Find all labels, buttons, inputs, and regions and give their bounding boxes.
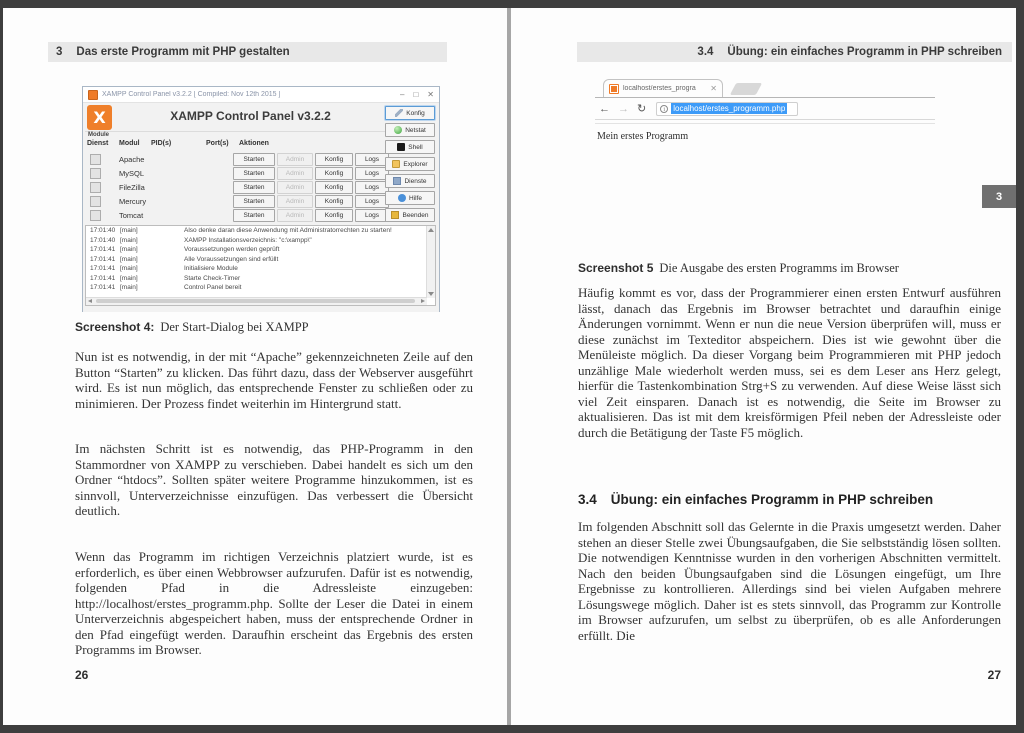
help-icon bbox=[398, 194, 406, 202]
browser-tab-strip bbox=[595, 78, 935, 98]
logs-button: Logs bbox=[355, 153, 389, 166]
folder-icon bbox=[392, 160, 400, 168]
log-tag: [main] bbox=[120, 274, 138, 282]
netstat-icon bbox=[394, 126, 402, 134]
module-name: Mercury bbox=[119, 197, 147, 206]
log-message: Also denke daran diese Anwendung mit Administratorrechten zu starten! bbox=[184, 227, 392, 234]
module-row-mercury bbox=[83, 195, 391, 208]
log-tag: [main] bbox=[120, 227, 138, 234]
caption-text: Die Ausgabe des ersten Programms im Browser bbox=[659, 261, 899, 275]
figure-caption bbox=[75, 320, 473, 335]
scroll-right-icon bbox=[421, 299, 425, 303]
logs-button: Logs bbox=[355, 209, 389, 222]
explorer-button bbox=[385, 157, 435, 171]
col-pid: PID(s) bbox=[151, 140, 172, 147]
xampp-logo: X bbox=[87, 105, 112, 130]
log-tag: [main] bbox=[120, 246, 138, 253]
xampp-window-title: XAMPP Control Panel v3.2.2 [ Compiled: Nov 12th 2015 ] bbox=[102, 91, 281, 98]
log-line bbox=[86, 245, 435, 255]
chapter-thumb-tab: 3 bbox=[982, 185, 1016, 208]
col-aktionen: Aktionen bbox=[239, 140, 269, 147]
shell-button bbox=[385, 140, 435, 154]
scan-edge-left bbox=[0, 0, 3, 733]
xampp-window-screenshot bbox=[82, 86, 440, 312]
scrollbar-thumb bbox=[96, 299, 415, 303]
section-heading bbox=[578, 492, 1001, 507]
konfig-button: Konfig bbox=[315, 167, 353, 180]
section-title: Übung: ein einfaches Programm in PHP schreiben bbox=[727, 46, 1002, 58]
section-number: 3.4 bbox=[697, 46, 714, 58]
netstat-button bbox=[385, 123, 435, 137]
admin-button: Admin bbox=[277, 209, 313, 222]
col-port: Port(s) bbox=[206, 140, 229, 147]
page-number-right: 27 bbox=[987, 668, 1001, 682]
module-name: Tomcat bbox=[119, 211, 144, 220]
starten-button: Starten bbox=[233, 195, 275, 208]
log-time: 17:01:41 bbox=[90, 284, 116, 291]
caption-text: Der Start-Dialog bei XAMPP bbox=[160, 320, 309, 334]
log-message: XAMPP Installationsverzeichnis: "c:\xampp\" bbox=[184, 236, 312, 244]
caption-label: Screenshot 4: bbox=[75, 320, 155, 334]
side-button-label: Shell bbox=[408, 143, 423, 151]
log-message: Alle Voraussetzungen sind erfüllt bbox=[184, 255, 279, 263]
log-line bbox=[86, 283, 435, 293]
logs-button: Logs bbox=[355, 167, 389, 180]
logs-button: Logs bbox=[355, 181, 389, 194]
close-icon: ✕ bbox=[427, 90, 434, 99]
xampp-app-icon bbox=[88, 90, 98, 100]
module-row-filezilla bbox=[83, 181, 391, 194]
section-heading-number: 3.4 bbox=[578, 492, 597, 507]
admin-button: Admin bbox=[277, 181, 313, 194]
beenden-button bbox=[385, 208, 435, 222]
log-line bbox=[86, 274, 435, 284]
divider bbox=[85, 131, 388, 132]
log-line bbox=[86, 226, 435, 236]
module-row-apache bbox=[83, 153, 391, 166]
log-tag: [main] bbox=[120, 284, 138, 291]
konfig-button: Konfig bbox=[315, 153, 353, 166]
col-dienst: Dienst bbox=[87, 140, 109, 147]
scroll-up-icon bbox=[428, 228, 434, 232]
running-head-left bbox=[48, 42, 447, 62]
quit-icon bbox=[391, 211, 399, 219]
paragraph: Häufig kommt es vor, dass der Programmierer einen ersten Entwurf ausführen lässt, danach das Ergebnis im Browser betrachtet und daraufhin einige Änderungen vornimmt. Wenn er nun die neue Version überprüfen will, muss er diese zunächst im Texteditor abspeichern. Dies ist wie gewohnt über die Menüleiste möglich. Da dieser Vorgang beim Programmieren mit PHP jedoch unzählige Male wiederholt werden muss, sei es dem Leser ans Herz gelegt, hierfür die Tastenkombination Strg+S zu verwenden. Auf diese Weise lässt sich viel Zeit einsparen. Danach ist es notwendig, die Seite im Browser zu aktualisieren. Das ist mit dem kreisförmigen Pfeil neben der Adressleiste oder durch die Betätigung der Taste F5 möglich. bbox=[578, 285, 1001, 440]
starten-button: Starten bbox=[233, 153, 275, 166]
module-row-mysql bbox=[83, 167, 391, 180]
caption-label: Screenshot 5 bbox=[578, 261, 654, 275]
service-checkbox bbox=[90, 182, 101, 193]
konfig-button: Konfig bbox=[315, 209, 353, 222]
scroll-left-icon bbox=[88, 299, 92, 303]
reload-icon: ↻ bbox=[637, 103, 647, 115]
log-tag: [main] bbox=[120, 236, 138, 244]
scan-edge-top bbox=[0, 0, 1024, 8]
paragraph: Im folgenden Abschnitt soll das Gelernte in die Praxis umgesetzt werden. Daher stehen an dieser Stelle zwei Übungsaufgaben, die Sie selbstständig lösen sollten. Die notwendigen Kenntnisse wurden in den vorherigen Abschnitten vermittelt. Nach den beiden Übungsaufgaben sind die Lösungen eingefügt, um Ihre Ergebnisse zu kontrollieren. Allerdings sind bei vielen Aufgaben mehrere Lösungswege möglich. Daher ist es stets sinnvoll, das Programm zur Kontrolle im Browser aufzurufen, um selbst zu überprüfen, ob es alle Anforderungen erfüllt. Die bbox=[578, 519, 1001, 643]
horizontal-scrollbar bbox=[86, 297, 427, 305]
log-time: 17:01:41 bbox=[90, 255, 116, 263]
xampp-heading: XAMPP Control Panel v3.2.2 bbox=[170, 109, 331, 123]
side-button-label: Konfig bbox=[406, 109, 425, 117]
admin-button: Admin bbox=[277, 153, 313, 166]
konfig-main-button bbox=[385, 106, 435, 120]
figure-caption bbox=[578, 261, 1002, 276]
maximize-icon: □ bbox=[413, 90, 419, 99]
browser-toolbar bbox=[595, 98, 935, 120]
scroll-down-icon bbox=[428, 292, 434, 296]
admin-button: Admin bbox=[277, 167, 313, 180]
module-name: FileZilla bbox=[119, 183, 145, 192]
minimize-icon: – bbox=[400, 90, 405, 99]
info-icon: i bbox=[660, 105, 668, 113]
starten-button: Starten bbox=[233, 181, 275, 194]
favicon-icon bbox=[609, 84, 619, 94]
wrench-icon bbox=[395, 109, 403, 117]
vertical-scrollbar bbox=[426, 226, 435, 298]
toolbar-divider bbox=[595, 120, 935, 124]
running-head-right bbox=[577, 42, 1012, 62]
paragraph: Nun ist es notwendig, in der mit “Apache” gekennzeichneten Zeile auf den Button “Starten” zu klicken. Das führt dazu, dass der Webserver ausgeführt wird. Es ist nun möglich, das entsprechende Fenster zu schließen oder zu minimieren. Der Prozess findet weiterhin im Hintergrund statt. bbox=[75, 349, 473, 411]
tab-title: localhost/erstes_progra bbox=[623, 85, 696, 92]
page-gutter bbox=[507, 8, 511, 725]
browser-page-text: Mein erstes Programm bbox=[597, 131, 689, 142]
side-button-label: Hilfe bbox=[408, 194, 422, 202]
page-number-left: 26 bbox=[75, 668, 89, 682]
module-name: MySQL bbox=[119, 169, 145, 178]
starten-button: Starten bbox=[233, 209, 275, 222]
service-checkbox bbox=[90, 154, 101, 165]
service-checkbox bbox=[90, 196, 101, 207]
log-message: Initialisiere Module bbox=[184, 265, 238, 272]
scan-edge-bottom bbox=[0, 725, 1024, 733]
dienste-button bbox=[385, 174, 435, 188]
log-line bbox=[86, 236, 435, 246]
forward-icon: → bbox=[618, 102, 629, 115]
starten-button: Starten bbox=[233, 167, 275, 180]
konfig-button: Konfig bbox=[315, 195, 353, 208]
chapter-number: 3 bbox=[56, 46, 63, 58]
tab-close-icon: ✕ bbox=[710, 84, 717, 93]
module-row-tomcat bbox=[83, 209, 391, 222]
module-name: Apache bbox=[119, 155, 145, 164]
log-time: 17:01:41 bbox=[90, 265, 116, 272]
side-button-label: Dienste bbox=[404, 177, 427, 185]
log-tag: [main] bbox=[120, 265, 138, 272]
side-button-label: Netstat bbox=[405, 126, 426, 134]
url-text-selected: localhost/erstes_programm.php bbox=[673, 104, 786, 113]
log-message: Starte Check-Timer bbox=[184, 274, 241, 282]
address-bar bbox=[656, 102, 798, 116]
admin-button: Admin bbox=[277, 195, 313, 208]
xampp-titlebar bbox=[83, 87, 439, 103]
browser-screenshot bbox=[595, 78, 935, 142]
service-checkbox bbox=[90, 210, 101, 221]
paragraph: Wenn das Programm im richtigen Verzeichnis platziert wurde, ist es erforderlich, es über einen Webbrowser aufzurufen. Dafür ist es notwendig, folgenden Pfad in die Adressleiste einzugeben: http://localhost/erstes_programm.php. Sollte der Leser die Datei in einem Unterverzeichnis abgespeichert haben, muss der entsprechende Ordner in den Pfad eingefügt werden. Daraufhin erscheint das Ergebnis des ersten Programms im Browser. bbox=[75, 549, 473, 657]
log-line bbox=[86, 264, 435, 274]
log-message: Voraussetzungen werden geprüft bbox=[184, 246, 280, 253]
service-checkbox bbox=[90, 168, 101, 179]
services-icon bbox=[393, 177, 401, 185]
hilfe-button bbox=[385, 191, 435, 205]
log-time: 17:01:41 bbox=[90, 274, 116, 282]
new-tab-button bbox=[730, 83, 762, 95]
log-time: 17:01:41 bbox=[90, 246, 116, 253]
module-col-top-label: Module bbox=[88, 132, 109, 138]
chapter-title: Das erste Programm mit PHP gestalten bbox=[76, 46, 290, 58]
logs-button: Logs bbox=[355, 195, 389, 208]
back-icon: ← bbox=[599, 102, 610, 115]
log-message: Control Panel bereit bbox=[184, 284, 242, 291]
log-time: 17:01:40 bbox=[90, 227, 116, 234]
xampp-log-panel bbox=[85, 225, 436, 306]
scan-edge-right bbox=[1016, 0, 1024, 733]
col-modul: Modul bbox=[119, 140, 140, 147]
shell-icon bbox=[397, 143, 405, 151]
section-heading-title: Übung: ein einfaches Programm in PHP schreiben bbox=[610, 492, 934, 507]
log-line bbox=[86, 255, 435, 265]
browser-tab bbox=[603, 79, 723, 97]
konfig-button: Konfig bbox=[315, 181, 353, 194]
side-button-label: Explorer bbox=[403, 160, 428, 168]
paragraph: Im nächsten Schritt ist es notwendig, das PHP-Programm in den Stammordner von XAMPP zu verschieben. Dabei handelt es sich um den Ordner “htdocs”. Sollten später weitere Programme hinzukommen, ist es sinnvoll, Unterverzeichnisse einzufügen. Das verbessert die Übersicht deutlich. bbox=[75, 441, 473, 518]
log-time: 17:01:40 bbox=[90, 236, 116, 244]
xampp-body bbox=[83, 103, 439, 312]
side-button-label: Beenden bbox=[402, 211, 429, 219]
log-tag: [main] bbox=[120, 255, 138, 263]
